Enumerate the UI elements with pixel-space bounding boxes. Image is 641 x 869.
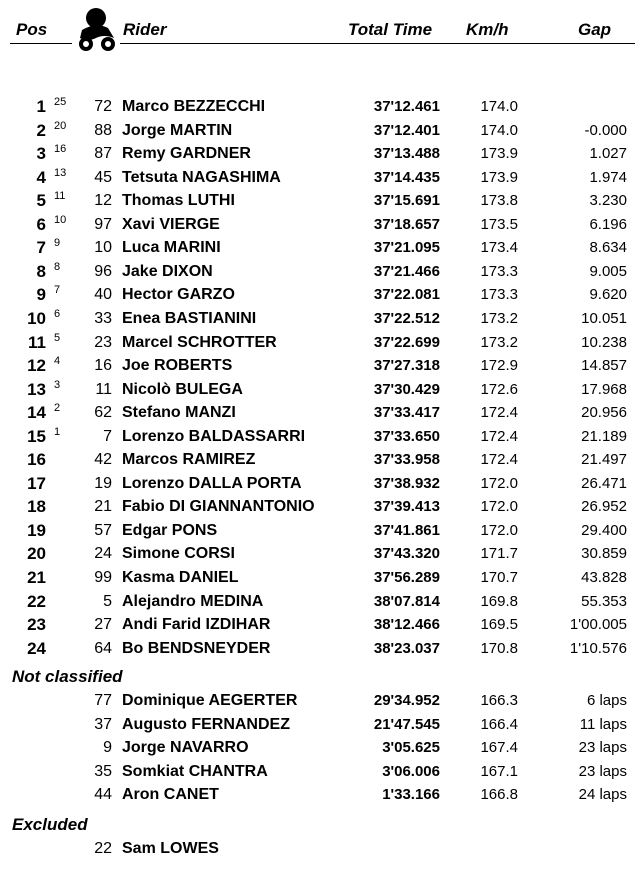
result-row <box>0 425 641 448</box>
gap: 1.027 <box>589 145 627 163</box>
rider-name: Remy GARDNER <box>122 145 251 163</box>
total-time: 38'23.037 <box>373 639 440 657</box>
total-time: 1'33.166 <box>382 786 440 804</box>
rider-name: Hector GARZO <box>122 286 235 304</box>
total-time: 37'15.691 <box>373 192 440 210</box>
total-time: 37'18.657 <box>373 215 440 233</box>
rider-number: 11 <box>95 380 112 398</box>
rider-number: 99 <box>94 569 112 586</box>
points: 7 <box>54 284 61 297</box>
rider-number: 57 <box>94 521 112 539</box>
total-time: 21'47.545 <box>373 715 440 733</box>
points: 5 <box>54 331 61 344</box>
result-row <box>0 448 641 471</box>
position: 2 <box>36 120 46 140</box>
total-time: 37'41.861 <box>373 521 440 539</box>
rider-name: Andi Farid IZDIHAR <box>122 616 271 634</box>
rider-number: 77 <box>94 692 112 709</box>
total-time: 38'07.814 <box>373 592 440 610</box>
result-row <box>0 236 641 259</box>
rider-number: 33 <box>94 309 112 327</box>
column-header-pos: Pos <box>16 20 48 39</box>
position: 5 <box>36 191 46 211</box>
speed-kmh: 173.5 <box>480 215 518 233</box>
total-time: 37'43.320 <box>373 545 440 563</box>
total-time: 37'33.650 <box>373 427 440 445</box>
rider-name: Jorge MARTIN <box>122 121 233 139</box>
position: 7 <box>36 238 46 258</box>
rider-number: 40 <box>94 286 112 304</box>
speed-kmh: 173.3 <box>480 262 518 280</box>
position: 20 <box>27 544 46 564</box>
rider-name: Jorge NAVARRO <box>122 739 249 757</box>
column-header-total-time: Total Time <box>348 20 433 39</box>
gap: -0.000 <box>584 121 627 139</box>
rider-number: 88 <box>94 121 112 139</box>
gap: 55.353 <box>581 592 627 610</box>
speed-kmh: 173.3 <box>480 286 518 304</box>
result-row <box>0 213 641 236</box>
result-row <box>0 378 641 401</box>
gap: 21.497 <box>581 451 627 469</box>
gap: 24 laps <box>578 786 627 804</box>
result-row <box>0 260 641 283</box>
rider-number: 72 <box>94 98 112 115</box>
result-row <box>0 119 641 142</box>
rider-name: Alejandro MEDINA <box>122 592 264 610</box>
position: 3 <box>36 144 46 164</box>
result-row <box>0 495 641 518</box>
rider-name: Tetsuta NAGASHIMA <box>122 168 281 186</box>
rider-name: Marcos RAMIREZ <box>122 451 256 469</box>
speed-kmh: 173.2 <box>480 309 518 327</box>
speed-kmh: 172.0 <box>480 498 518 516</box>
speed-kmh: 174.0 <box>480 98 518 115</box>
gap: 23 laps <box>578 739 627 757</box>
position: 23 <box>27 615 46 635</box>
result-row <box>0 166 641 189</box>
not-classified-heading: Not classified <box>12 667 123 686</box>
result-row <box>0 613 641 636</box>
total-time: 3'05.625 <box>382 739 440 757</box>
points: 1 <box>54 425 61 438</box>
position: 8 <box>36 261 46 281</box>
gap: 17.968 <box>581 380 627 398</box>
total-time: 37'22.081 <box>373 286 440 304</box>
speed-kmh: 172.4 <box>480 404 518 422</box>
gap: 1.974 <box>589 168 627 186</box>
speed-kmh: 166.3 <box>480 692 518 709</box>
rider-number: 96 <box>94 262 112 280</box>
result-row <box>0 519 641 542</box>
position: 12 <box>27 356 46 376</box>
result-row <box>0 354 641 377</box>
rider-number: 35 <box>94 762 112 780</box>
rider-name: Augusto FERNANDEZ <box>122 715 290 733</box>
result-row <box>0 760 641 783</box>
speed-kmh: 171.7 <box>480 545 518 563</box>
gap: 21.189 <box>581 427 627 445</box>
points: 25 <box>54 96 67 108</box>
total-time: 37'21.095 <box>373 239 440 257</box>
rider-name: Kasma DANIEL <box>122 569 239 586</box>
speed-kmh: 166.4 <box>480 715 518 733</box>
position: 4 <box>36 167 46 187</box>
gap: 30.859 <box>581 545 627 563</box>
total-time: 37'39.413 <box>373 498 440 516</box>
rider-number: 44 <box>94 786 112 804</box>
total-time: 37'21.466 <box>373 262 440 280</box>
total-time: 37'12.461 <box>373 98 440 115</box>
speed-kmh: 166.8 <box>480 786 518 804</box>
total-time: 37'33.958 <box>373 451 440 469</box>
result-row <box>0 637 641 660</box>
rider-number: 10 <box>94 239 112 257</box>
speed-kmh: 172.0 <box>480 474 518 492</box>
rider-number: 7 <box>103 427 112 445</box>
result-row <box>0 307 641 330</box>
speed-kmh: 172.0 <box>480 521 518 539</box>
position: 13 <box>27 379 46 399</box>
total-time: 37'14.435 <box>373 168 440 186</box>
points: 8 <box>54 260 61 273</box>
rider-name: Thomas LUTHI <box>122 192 235 210</box>
gap: 10.238 <box>581 333 627 351</box>
gap: 6.196 <box>589 215 627 233</box>
rider-name: Luca MARINI <box>122 239 221 257</box>
rider-number: 42 <box>94 451 112 469</box>
rider-name: Lorenzo DALLA PORTA <box>122 474 302 492</box>
rider-name: Dominique AEGERTER <box>122 692 298 709</box>
total-time: 37'30.429 <box>373 380 440 398</box>
motorcycle-rider-icon <box>74 4 118 54</box>
rider-number: 24 <box>94 545 112 563</box>
total-time: 37'13.488 <box>373 145 440 163</box>
gap: 8.634 <box>589 239 627 257</box>
position: 24 <box>27 638 46 658</box>
rider-name: Sam LOWES <box>122 840 219 857</box>
position: 9 <box>36 285 46 305</box>
result-row <box>0 95 641 118</box>
speed-kmh: 172.6 <box>480 380 518 398</box>
total-time: 37'22.512 <box>373 309 440 327</box>
gap: 9.620 <box>589 286 627 304</box>
total-time: 37'27.318 <box>373 357 440 375</box>
rider-number: 12 <box>94 192 112 210</box>
position: 1 <box>36 97 46 116</box>
rider-number: 64 <box>94 639 112 657</box>
results-header <box>0 0 641 56</box>
rider-number: 27 <box>94 616 112 634</box>
points: 20 <box>54 119 67 132</box>
speed-kmh: 174.0 <box>480 121 518 139</box>
rider-number: 97 <box>94 215 112 233</box>
total-time: 37'22.699 <box>373 333 440 351</box>
result-row <box>0 566 641 589</box>
speed-kmh: 173.4 <box>480 239 518 257</box>
result-row <box>0 736 641 759</box>
position: 15 <box>27 426 46 446</box>
gap: 43.828 <box>581 569 627 586</box>
rider-name: Joe ROBERTS <box>122 357 233 375</box>
result-row <box>0 189 641 212</box>
points: 11 <box>54 190 66 203</box>
position: 22 <box>27 591 46 611</box>
result-row <box>0 590 641 613</box>
rider-name: Marco BEZZECCHI <box>122 98 266 115</box>
rider-name: Somkiat CHANTRA <box>122 762 268 780</box>
total-time: 3'06.006 <box>382 762 440 780</box>
position: 18 <box>27 497 46 517</box>
rider-number: 45 <box>94 168 112 186</box>
rider-name: Marcel SCHROTTER <box>122 333 277 351</box>
position: 17 <box>27 473 46 493</box>
rider-name: Aron CANET <box>122 786 219 804</box>
speed-kmh: 169.8 <box>480 592 518 610</box>
points: 16 <box>54 143 67 156</box>
rider-number: 23 <box>94 333 112 351</box>
total-time: 37'33.417 <box>373 404 440 422</box>
speed-kmh: 173.8 <box>480 192 518 210</box>
result-row <box>0 142 641 165</box>
position: 6 <box>36 214 46 234</box>
header-underline <box>120 43 635 44</box>
rider-name: Fabio DI GIANNANTONIO <box>122 498 315 516</box>
result-row <box>0 837 641 860</box>
speed-kmh: 167.4 <box>480 739 518 757</box>
result-row <box>0 542 641 565</box>
excluded-heading: Excluded <box>12 815 88 834</box>
points: 10 <box>54 213 67 226</box>
total-time: 37'56.289 <box>373 569 440 586</box>
rider-name: Jake DIXON <box>122 262 213 280</box>
points: 2 <box>54 402 61 415</box>
speed-kmh: 172.4 <box>480 427 518 445</box>
gap: 10.051 <box>581 309 627 327</box>
gap: 29.400 <box>581 521 627 539</box>
rider-number: 62 <box>94 404 112 422</box>
gap: 26.471 <box>581 474 627 492</box>
rider-number: 37 <box>94 715 112 733</box>
rider-name: Stefano MANZI <box>122 404 236 422</box>
rider-number: 5 <box>103 592 112 610</box>
total-time: 29'34.952 <box>373 692 440 709</box>
rider-name: Nicolò BULEGA <box>122 380 243 398</box>
rider-name: Bo BENDSNEYDER <box>122 639 271 657</box>
speed-kmh: 172.9 <box>480 357 518 375</box>
points: 6 <box>54 307 61 320</box>
position: 21 <box>27 568 46 587</box>
points: 9 <box>54 237 61 250</box>
rider-number: 87 <box>94 145 112 163</box>
speed-kmh: 173.2 <box>480 333 518 351</box>
result-row <box>0 713 641 736</box>
gap: 6 laps <box>586 692 627 709</box>
rider-number: 9 <box>103 739 112 757</box>
speed-kmh: 170.7 <box>480 569 518 586</box>
total-time: 37'38.932 <box>373 474 440 492</box>
rider-name: Enea BASTIANINI <box>122 309 257 327</box>
gap: 14.857 <box>581 357 627 375</box>
result-row <box>0 331 641 354</box>
result-row <box>0 689 641 712</box>
header-underline <box>10 43 72 44</box>
gap: 23 laps <box>578 762 627 780</box>
rider-name: Simone CORSI <box>122 545 235 563</box>
speed-kmh: 173.9 <box>480 168 518 186</box>
total-time: 38'12.466 <box>373 616 440 634</box>
column-header-rider: Rider <box>123 20 167 39</box>
rider-name: Xavi VIERGE <box>122 215 220 233</box>
points: 13 <box>54 166 67 179</box>
speed-kmh: 167.1 <box>480 762 518 780</box>
gap: 9.005 <box>589 262 627 280</box>
rider-number: 22 <box>94 840 112 857</box>
speed-kmh: 172.4 <box>480 451 518 469</box>
gap: 11 laps <box>579 715 627 733</box>
speed-kmh: 173.9 <box>480 145 518 163</box>
rider-name: Lorenzo BALDASSARRI <box>122 427 306 445</box>
position: 10 <box>27 308 46 328</box>
gap: 1'00.005 <box>569 616 627 634</box>
result-row <box>0 783 641 806</box>
position: 14 <box>27 403 46 423</box>
rider-number: 16 <box>94 357 112 375</box>
speed-kmh: 170.8 <box>480 639 518 657</box>
position: 19 <box>27 520 46 540</box>
points: 3 <box>54 378 61 391</box>
gap: 26.952 <box>581 498 627 516</box>
rider-number: 19 <box>94 474 112 492</box>
points: 4 <box>54 355 61 368</box>
gap: 20.956 <box>581 404 627 422</box>
column-header-kmh: Km/h <box>466 20 509 39</box>
position: 16 <box>27 450 46 470</box>
position: 11 <box>28 332 46 352</box>
column-header-gap: Gap <box>578 20 612 39</box>
speed-kmh: 169.5 <box>480 616 518 634</box>
result-row <box>0 401 641 424</box>
rider-number: 21 <box>94 498 112 516</box>
gap: 3.230 <box>589 192 627 210</box>
total-time: 37'12.401 <box>373 121 440 139</box>
result-row <box>0 472 641 495</box>
gap: 1'10.576 <box>569 639 627 657</box>
result-row <box>0 283 641 306</box>
rider-name: Edgar PONS <box>122 521 218 539</box>
